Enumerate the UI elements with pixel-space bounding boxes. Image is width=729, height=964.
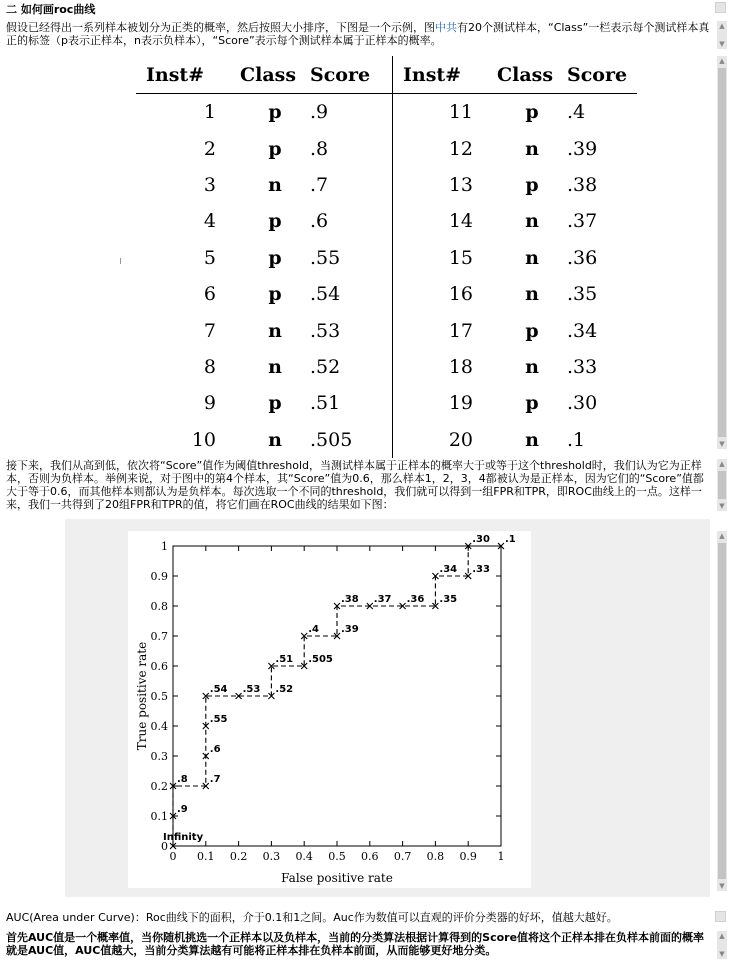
point-label: .8	[177, 774, 188, 785]
intro-scrollbar[interactable]	[717, 21, 727, 49]
point-label: .6	[209, 744, 221, 755]
intro-paragraph	[6, 21, 710, 47]
inst-cell: 12	[393, 130, 498, 166]
y-tick-label: 0.1	[150, 810, 168, 823]
score-cell: .35	[567, 283, 598, 306]
point-label: .53	[242, 684, 261, 695]
point-label: .7	[209, 774, 221, 785]
score-cell: .6	[310, 210, 329, 233]
class-cell: p	[268, 246, 282, 269]
col-header-class-2: Class	[497, 56, 567, 94]
para4-scrollbar[interactable]	[717, 931, 727, 959]
score-cell: .55	[310, 246, 341, 269]
point-label: Infinity	[163, 832, 204, 843]
table-row	[136, 94, 637, 131]
scroll-corner	[715, 2, 726, 13]
para2-scrollbar[interactable]	[717, 459, 727, 511]
col-header-score-2: Score	[567, 56, 637, 94]
inst-cell: 5	[203, 246, 216, 269]
class-cell: n	[268, 355, 282, 378]
inst-cell: 11	[393, 94, 498, 131]
class-cell: p	[525, 101, 539, 124]
intro-link[interactable]: 中共	[435, 21, 457, 34]
point-label: .37	[373, 594, 392, 605]
inst-cell: 13	[393, 167, 498, 203]
y-tick-label: 0.8	[150, 600, 168, 613]
point-label: .54	[209, 684, 228, 695]
scroll-thumb[interactable]	[718, 543, 726, 879]
score-cell: .8	[310, 137, 329, 160]
x-axis-label: False positive rate	[281, 871, 393, 885]
class-cell: n	[525, 355, 539, 378]
y-tick-label: 0.2	[150, 780, 168, 793]
scroll-thumb[interactable]	[718, 68, 726, 437]
inst-cell: 2	[203, 137, 216, 160]
class-cell: p	[525, 392, 539, 415]
score-cell: .36	[567, 246, 598, 269]
inst-cell: 1	[203, 101, 216, 124]
y-tick-label: 0.6	[150, 660, 168, 673]
point-label: .33	[472, 564, 490, 575]
class-cell: p	[525, 173, 539, 196]
inst-cell: 15	[393, 240, 498, 276]
scroll-down-icon[interactable]: ▼	[719, 502, 725, 510]
sample-table	[136, 56, 637, 458]
inst-cell: 7	[203, 319, 216, 342]
score-cell: .51	[310, 392, 341, 415]
scroll-up-icon[interactable]: ▲	[719, 932, 725, 940]
point-label: .1	[505, 534, 516, 545]
score-cell: .52	[310, 355, 341, 378]
point-label: .35	[439, 594, 458, 605]
class-cell: n	[525, 428, 539, 451]
x-tick-label: 0.3	[262, 850, 281, 863]
score-cell: .54	[310, 283, 341, 306]
auc-definition: AUC(Area under Curve)：Roc曲线下的面积，介于0.1和1之间。Auc作为数值可以直观的评价分类器的好坏，值越大越好。	[6, 911, 618, 924]
scroll-corner	[715, 911, 726, 922]
intro-text-2: 有20个测试样本，“Class”一栏表示每个测试样本真正的标签（p表示正样本，n表示负样本），“Score”表示每个测试样本属于正样本的概率。	[6, 21, 710, 47]
x-tick-label: 0.8	[426, 850, 445, 863]
class-cell: n	[525, 283, 539, 306]
roc-chart	[128, 531, 531, 888]
y-tick-label: 0	[161, 840, 168, 853]
class-cell: n	[525, 137, 539, 160]
inst-cell: 18	[393, 349, 498, 385]
chart-scrollbar[interactable]	[717, 531, 727, 891]
point-label: .55	[209, 714, 228, 725]
plot-frame	[173, 546, 501, 846]
score-cell: .38	[567, 173, 598, 196]
point-label: .505	[308, 654, 333, 665]
inst-cell: 14	[393, 203, 498, 239]
inst-cell: 8	[203, 355, 216, 378]
x-tick-label: 0.5	[328, 850, 346, 863]
threshold-paragraph: 接下来，我们从高到低，依次将“Score”值作为阈值threshold，当测试样本属于正样本的概率大于或等于这个threshold时，我们认为它为正样本，否则为负样本。举例来说，对于图中的第4个样本，其“Score”值为0.6，那么样本1，2，3，4都被认为是正样本，因为它们的“Score”值都大于等于0.6，而其他样本则都认为是负样本。每次选取一个不同的threshold，我们就可以得到一组FPR和TPR，即ROC曲线上的一点。这样一来，我们一共得到了20组FPR和TPR的值，将它们画在ROC曲线的结果如下图：	[6, 459, 704, 511]
point-label: .9	[177, 804, 188, 815]
table-row	[136, 349, 637, 385]
auc-explanation: 首先AUC值是一个概率值，当你随机挑选一个正样本以及负样本，当前的分类算法根据计算得到的Score值将这个正样本排在负样本前面的概率就是AUC值，AUC值越大，当前分类算法越有可能将正样本排在负样本前面，从而能够更好地分类。	[6, 931, 705, 957]
col-header-inst: Inst#	[136, 56, 240, 94]
class-cell: p	[268, 210, 282, 233]
x-tick-label: 0.2	[229, 850, 248, 863]
score-cell: .1	[567, 428, 586, 451]
scroll-thumb[interactable]	[718, 471, 726, 499]
y-axis-label: True positive rate	[135, 641, 149, 751]
scroll-down-icon[interactable]: ▼	[719, 40, 725, 48]
roc-curve	[173, 546, 501, 846]
x-tick-label: 0.6	[361, 850, 379, 863]
inst-cell: 6	[203, 283, 216, 306]
score-cell: .30	[567, 392, 598, 415]
class-cell: p	[268, 392, 282, 415]
x-tick-label: 0.7	[393, 850, 412, 863]
x-tick-label: 0.1	[197, 850, 215, 863]
inst-cell: 19	[393, 385, 498, 421]
point-label: .51	[275, 654, 294, 665]
table-row	[136, 312, 637, 348]
scroll-up-icon[interactable]: ▲	[719, 460, 725, 468]
point-label: .36	[406, 594, 425, 605]
score-cell: .34	[567, 319, 598, 342]
scroll-down-icon[interactable]: ▼	[719, 950, 725, 958]
y-tick-label: 0.4	[150, 720, 168, 733]
table-row	[136, 167, 637, 203]
class-cell: p	[268, 283, 282, 306]
intro-text-1: 假设已经得出一系列样本被划分为正类的概率，然后按照大小排序，下图是一个示例，图	[6, 21, 435, 34]
score-cell: .33	[567, 355, 598, 378]
point-label: .4	[308, 624, 319, 635]
col-header-class: Class	[240, 56, 310, 94]
scroll-down-icon[interactable]: ▼	[719, 882, 725, 890]
score-cell: .39	[567, 137, 598, 160]
score-cell: .9	[310, 101, 329, 124]
score-cell: .4	[567, 101, 586, 124]
x-tick-label: 0.9	[459, 850, 477, 863]
class-cell: n	[268, 428, 282, 451]
y-tick-label: 0.3	[150, 750, 168, 763]
class-cell: n	[525, 210, 539, 233]
score-cell: .37	[567, 210, 598, 233]
table-scrollbar[interactable]	[717, 56, 727, 449]
point-label: .30	[472, 534, 490, 545]
table-row	[136, 422, 637, 458]
col-header-inst-2: Inst#	[393, 56, 498, 94]
score-cell: .53	[310, 319, 341, 342]
table-row	[136, 385, 637, 421]
class-cell: n	[525, 246, 539, 269]
point-label: .38	[341, 594, 359, 605]
y-tick-label: 1	[161, 540, 168, 553]
inst-cell: 17	[393, 312, 498, 348]
table-row	[136, 203, 637, 239]
scroll-up-icon[interactable]: ▲	[719, 22, 725, 30]
y-tick-label: 0.9	[150, 570, 168, 583]
table-row	[136, 276, 637, 312]
point-label: .34	[439, 564, 458, 575]
scroll-down-icon[interactable]: ▼	[719, 440, 725, 448]
x-tick-label: 1	[497, 850, 505, 863]
score-cell: .505	[310, 428, 353, 451]
scroll-up-icon[interactable]: ▲	[719, 532, 725, 540]
class-cell: p	[268, 137, 282, 160]
class-cell: n	[268, 173, 282, 196]
inst-cell: 3	[203, 173, 216, 196]
point-label: .52	[275, 684, 294, 695]
point-label: .39	[341, 624, 359, 635]
table-row	[136, 240, 637, 276]
table-row	[136, 130, 637, 166]
x-tick-label: 0.4	[295, 850, 313, 863]
class-cell: p	[525, 319, 539, 342]
x-tick-label: 0	[169, 850, 177, 863]
inst-cell: 4	[203, 210, 216, 233]
y-tick-label: 0.5	[150, 690, 168, 703]
section-heading: 二 如何画roc曲线	[6, 3, 96, 16]
col-header-score: Score	[310, 56, 393, 94]
class-cell: p	[268, 101, 282, 124]
table-header-row	[136, 56, 637, 94]
scroll-up-icon[interactable]: ▲	[719, 57, 725, 65]
inst-cell: 9	[203, 392, 216, 415]
score-cell: .7	[310, 173, 329, 196]
class-cell: n	[268, 319, 282, 342]
inst-cell: 20	[393, 422, 498, 458]
y-tick-label: 0.7	[150, 630, 168, 643]
image-edge-left	[120, 258, 121, 264]
inst-cell: 10	[191, 428, 216, 451]
inst-cell: 16	[393, 276, 498, 312]
